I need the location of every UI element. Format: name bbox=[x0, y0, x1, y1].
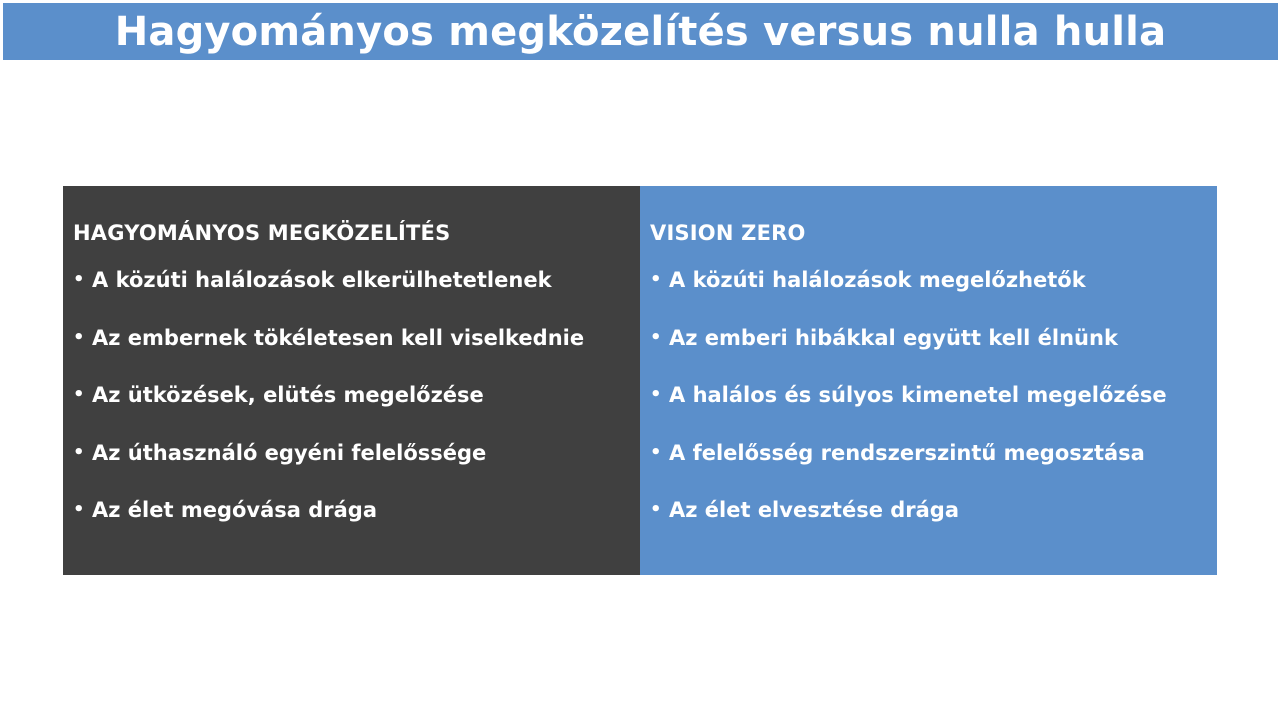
bullet-icon: • bbox=[73, 384, 85, 406]
list-item-text: A felelősség rendszerszintű megosztása bbox=[669, 440, 1145, 465]
list-item-text: Az élet elvesztése drága bbox=[669, 498, 960, 523]
list-item bbox=[650, 263, 1217, 321]
list-item bbox=[73, 493, 640, 551]
list-item bbox=[73, 378, 640, 436]
bullet-icon: • bbox=[73, 499, 85, 521]
vision-zero-column bbox=[640, 186, 1217, 575]
list-item-text: Az élet megóvása drága bbox=[92, 498, 378, 523]
list-item-text: Az emberi hibákkal együtt kell élnünk bbox=[669, 325, 1118, 350]
bullet-icon: • bbox=[650, 326, 662, 348]
list-item-text: A halálos és súlyos kimenetel megelőzése bbox=[669, 383, 1167, 408]
list-item-text: Az ütközések, elütés megelőzése bbox=[92, 383, 484, 408]
list-item bbox=[73, 436, 640, 494]
list-item-text: Az úthasználó egyéni felelőssége bbox=[92, 440, 487, 465]
traditional-approach-heading: HAGYOMÁNYOS MEGKÖZELÍTÉS bbox=[73, 221, 451, 245]
vision-zero-heading: VISION ZERO bbox=[650, 221, 806, 245]
bullet-icon: • bbox=[650, 269, 662, 290]
bullet-icon: • bbox=[73, 326, 85, 348]
list-item-text: Az embernek tökéletesen kell viselkednie bbox=[92, 325, 585, 350]
list-item bbox=[650, 321, 1217, 379]
title-bar bbox=[3, 3, 1278, 60]
vision-zero-list bbox=[650, 263, 1217, 551]
comparison-table bbox=[63, 186, 1217, 575]
list-item bbox=[650, 436, 1217, 494]
list-item-text: A közúti halálozások megelőzhetők bbox=[669, 268, 1086, 292]
list-item bbox=[650, 378, 1217, 436]
list-item-text: A közúti halálozások elkerülhetetlenek bbox=[92, 268, 552, 292]
list-item bbox=[73, 263, 640, 321]
list-item bbox=[650, 493, 1217, 551]
list-item bbox=[73, 321, 640, 379]
traditional-approach-list bbox=[73, 263, 640, 551]
bullet-icon: • bbox=[650, 499, 662, 521]
bullet-icon: • bbox=[650, 384, 662, 406]
slide-title: Hagyományos megközelítés versus nulla hulla bbox=[114, 8, 1167, 55]
bullet-icon: • bbox=[73, 441, 85, 463]
traditional-approach-column bbox=[63, 186, 640, 575]
bullet-icon: • bbox=[650, 441, 662, 463]
bullet-icon: • bbox=[73, 269, 85, 290]
